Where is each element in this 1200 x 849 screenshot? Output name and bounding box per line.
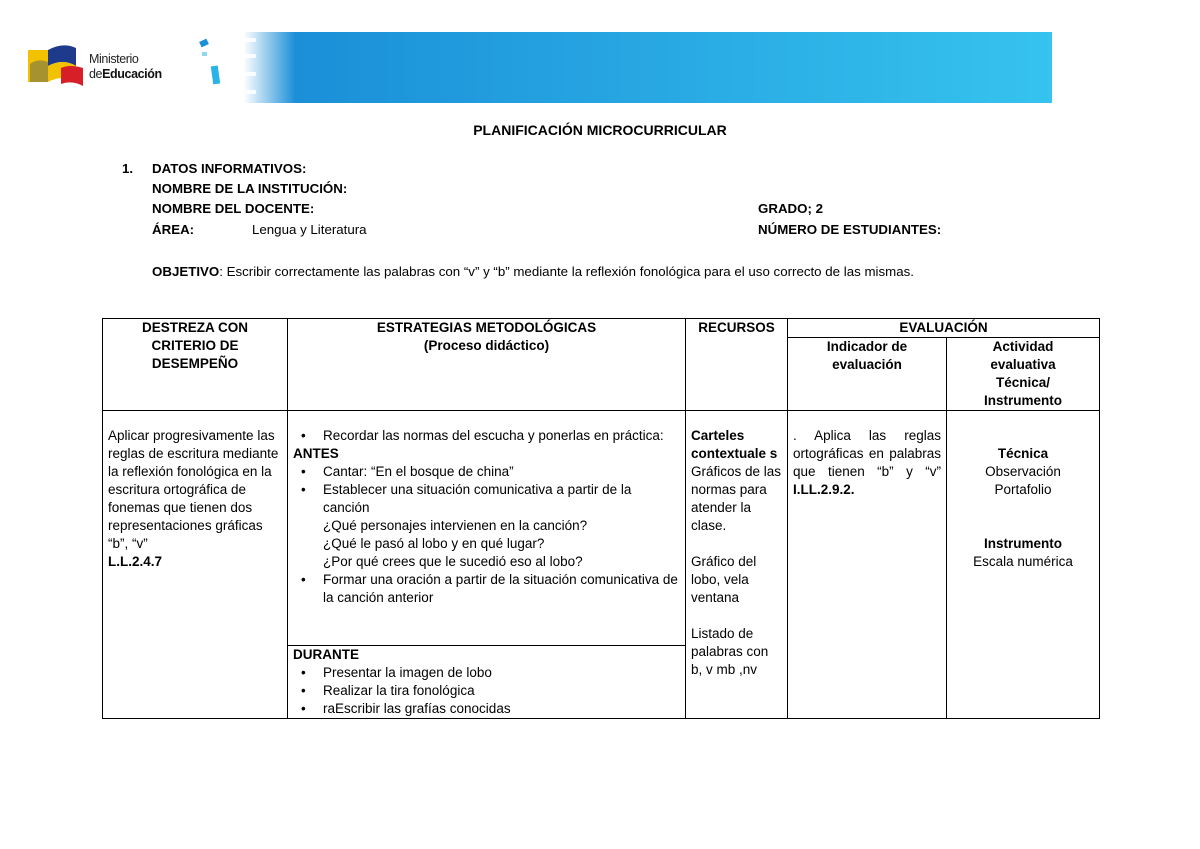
recursos-cell xyxy=(686,411,788,719)
indicador-cell xyxy=(788,411,947,719)
durante-item-3: • raEscribir las grafías conocidas xyxy=(323,700,680,718)
header-estrategias xyxy=(288,319,686,411)
destreza-text: Aplicar progresivamente las reglas de escritura mediante la reflexión fonológica en la escritura ortográfica de fonemas que tienen dos representaciones gráficas “b”, “v” xyxy=(108,428,279,551)
objective xyxy=(152,263,1092,281)
antes-question-3: ¿Por qué crees que le sucedió eso al lobo? xyxy=(323,554,583,569)
antes-intro-item: • Recordar las normas del escucha y ponerlas en práctica: xyxy=(323,427,680,445)
header-evaluacion: EVALUACIÓN xyxy=(788,319,1100,338)
header-banner xyxy=(192,32,1052,103)
objective-text: : Escribir correctamente las palabras con “v” y “b” mediante la reflexión fonológica para el uso correcto de las mismas. xyxy=(219,264,914,279)
antes-label: ANTES xyxy=(293,446,339,461)
durante-cell xyxy=(288,646,686,719)
objective-label: OBJETIVO xyxy=(152,264,220,279)
actividad-cell xyxy=(947,411,1100,719)
antes-item-3: • Formar una oración a partir de la situación comunicativa de la canción anterior xyxy=(323,571,680,607)
recursos-item-3: Listado de palabras con b, v mb ,nv xyxy=(691,626,769,677)
destreza-code: L.L.2.4.7 xyxy=(108,554,163,569)
tecnica-item-1: Observación xyxy=(985,464,1061,479)
destreza-cell xyxy=(103,411,288,719)
antes-cell xyxy=(288,411,686,646)
institution-label: NOMBRE DE LA INSTITUCIÓN: xyxy=(152,181,348,196)
teacher-label: NOMBRE DEL DOCENTE: xyxy=(152,201,315,216)
header-destreza: DESTREZA CON CRITERIO DE DESEMPEÑO xyxy=(103,319,288,411)
logo-line-2-prefix: de xyxy=(89,67,103,81)
area-value: Lengua y Literatura xyxy=(252,222,367,237)
antes-item-2-text: • Establecer una situación comunicativa a partir de la canción xyxy=(323,482,632,515)
section-title: DATOS INFORMATIVOS: xyxy=(152,161,307,176)
students-label: NÚMERO DE ESTUDIANTES: xyxy=(758,222,942,237)
antes-question-1: ¿Qué personajes intervienen en la canción? xyxy=(323,518,588,533)
antes-item-2 xyxy=(323,481,680,571)
durante-item-2: • Realizar la tira fonológica xyxy=(323,682,680,700)
header-actividad: Actividad evaluativa Técnica/ Instrumento xyxy=(947,338,1100,411)
indicador-code: I.LL.2.9.2. xyxy=(793,482,855,497)
tecnica-label: Técnica xyxy=(997,446,1049,461)
antes-list xyxy=(293,463,680,607)
indicador-text: . Aplica las reglas ortográficas en palabras que tienen “b” y “v” xyxy=(793,428,941,479)
durante-label: DURANTE xyxy=(293,647,359,662)
header-estrategias-title: ESTRATEGIAS METODOLÓGICAS xyxy=(376,320,597,335)
logo-line-1: Ministerio xyxy=(89,52,139,66)
recursos-item-2: Gráfico del lobo, vela ventana xyxy=(691,554,757,605)
planning-table xyxy=(102,318,1100,719)
header-recursos: RECURSOS xyxy=(686,319,788,411)
section-number: 1. xyxy=(122,161,134,176)
recursos-item-1: Gráficos de las normas para atender la clase. xyxy=(691,464,782,533)
durante-item-1: • Presentar la imagen de lobo xyxy=(323,664,680,682)
grade-label: GRADO; 2 xyxy=(758,201,824,216)
instrumento-item-1: Escala numérica xyxy=(973,554,1073,569)
logo-line-2-bold: Educación xyxy=(102,67,162,81)
recursos-title: Carteles contextuale s xyxy=(691,428,778,461)
instrumento-label: Instrumento xyxy=(984,536,1063,551)
antes-question-2: ¿Qué le pasó al lobo y en qué lugar? xyxy=(323,536,545,551)
antes-intro-list xyxy=(293,427,680,445)
durante-list xyxy=(293,664,680,718)
area-label: ÁREA: xyxy=(152,222,195,237)
header-indicador: Indicador de evaluación xyxy=(788,338,947,411)
tecnica-item-2: Portafolio xyxy=(994,482,1052,497)
header-estrategias-subtitle: (Proceso didáctico) xyxy=(423,338,550,353)
antes-item-1: • Cantar: “En el bosque de china” xyxy=(323,463,680,481)
page-title: PLANIFICACIÓN MICROCURRICULAR xyxy=(473,122,727,138)
